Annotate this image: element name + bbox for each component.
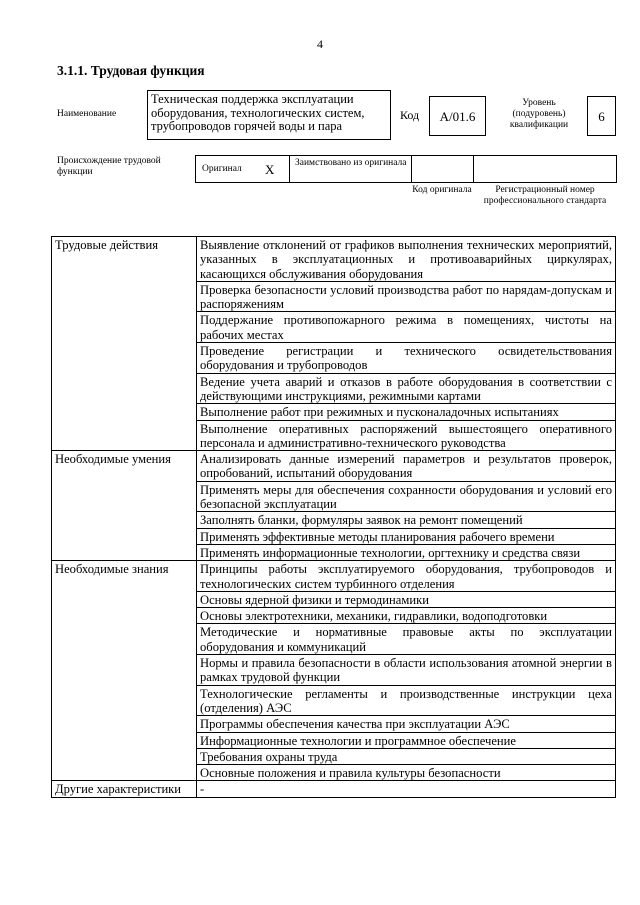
knowledge-item: Нормы и правила безопасности в области использования атомной энергии в рамках трудовой функции <box>197 655 616 686</box>
other-label: Другие характеристики <box>52 781 197 797</box>
origin-reg-caption: Регистрационный номер профессионального стандарта <box>483 185 607 206</box>
origin-original-label: Оригинал <box>202 164 242 174</box>
level-value: 6 <box>598 109 605 124</box>
knowledge-item: Основные положения и правила культуры безопасности <box>197 765 616 781</box>
labor-actions-label: Трудовые действия <box>52 237 197 451</box>
knowledge-item: Информационные технологии и программное обеспечение <box>197 732 616 748</box>
labor-action-item: Проверка безопасности условий производства работ по нарядам-допускам и распоряжениям <box>197 281 616 312</box>
labor-action-item: Выявление отклонений от графиков выполнения технических мероприятий, указанных в эксплуатационных и противоаварийных циркулярах, касающихся обслуживания оборудования <box>197 237 616 282</box>
knowledge-label: Необходимые знания <box>52 561 197 781</box>
origin-code-cell <box>411 155 474 183</box>
skills-label: Необходимые умения <box>52 451 197 561</box>
skill-item: Применять информационные технологии, оргтехнику и средства связи <box>197 544 616 560</box>
knowledge-item: Технологические регламенты и производственные инструкции цеха (отделения) АЭС <box>197 685 616 716</box>
knowledge-item: Методические и нормативные правовые акты по эксплуатации оборудования и коммуникаций <box>197 624 616 655</box>
code-value: А/01.6 <box>439 109 476 124</box>
knowledge-item: Основы электротехники, механики, гидравлики, водоподготовки <box>197 608 616 624</box>
knowledge-item: Принципы работы эксплуатируемого оборудования, трубопроводов и технологических систем турбинного отделения <box>197 561 616 592</box>
labor-action-item: Поддержание противопожарного режима в помещениях, чистоты на рабочих местах <box>197 312 616 343</box>
function-table <box>51 236 616 798</box>
origin-original-mark: X <box>265 162 275 177</box>
labor-action-item: Проведение регистрации и технического освидетельствования оборудования и трубопроводов <box>197 343 616 374</box>
labor-action-item: Ведение учета аварий и отказов в работе оборудования в соответствии с действующими инструкциями, режимными картами <box>197 373 616 404</box>
skill-item: Применять эффективные методы планирования рабочего времени <box>197 528 616 544</box>
level-label: Уровень (подуровень) квалификации <box>509 98 569 130</box>
section-title: 3.1.1. Трудовая функция <box>57 63 205 78</box>
skill-item: Анализировать данные измерений параметров и результатов проверок, опробований, испытаний оборудования <box>197 451 616 482</box>
table-row <box>52 451 616 482</box>
origin-borrowed-cell <box>289 155 412 183</box>
skill-item: Заполнять бланки, формуляры заявок на ремонт помещений <box>197 512 616 528</box>
page-number: 4 <box>317 37 323 51</box>
table-row <box>52 561 616 592</box>
other-value: - <box>197 781 616 797</box>
level-value-box <box>587 96 616 136</box>
code-value-box <box>429 96 486 136</box>
origin-borrowed-label: Заимствовано из оригинала <box>295 158 407 168</box>
labor-action-item: Выполнение оперативных распоряжений вышестоящего оперативного персонала и административно-технического руководства <box>197 420 616 451</box>
labor-action-item: Выполнение работ при режимных и пусконаладочных испытаниях <box>197 404 616 420</box>
code-label: Код <box>400 108 420 122</box>
skill-item: Применять меры для обеспечения сохранности оборудования и условий его безопасной эксплуатации <box>197 481 616 512</box>
name-value <box>147 90 391 140</box>
origin-label: Происхождение трудовой функции <box>57 156 161 177</box>
knowledge-item: Требования охраны труда <box>197 748 616 764</box>
name-value-text: Техническая поддержка эксплуатации оборудования, технологических систем, трубопроводов горячей воды и пара <box>151 92 365 133</box>
origin-reg-cell <box>473 155 617 183</box>
table-row <box>52 781 616 797</box>
origin-code-caption: Код оригинала <box>412 185 472 195</box>
name-label: Наименование <box>57 109 117 119</box>
knowledge-item: Программы обеспечения качества при эксплуатации АЭС <box>197 716 616 732</box>
knowledge-item: Основы ядерной физики и термодинамики <box>197 591 616 607</box>
origin-original-cell <box>195 155 290 183</box>
table-row <box>52 237 616 282</box>
